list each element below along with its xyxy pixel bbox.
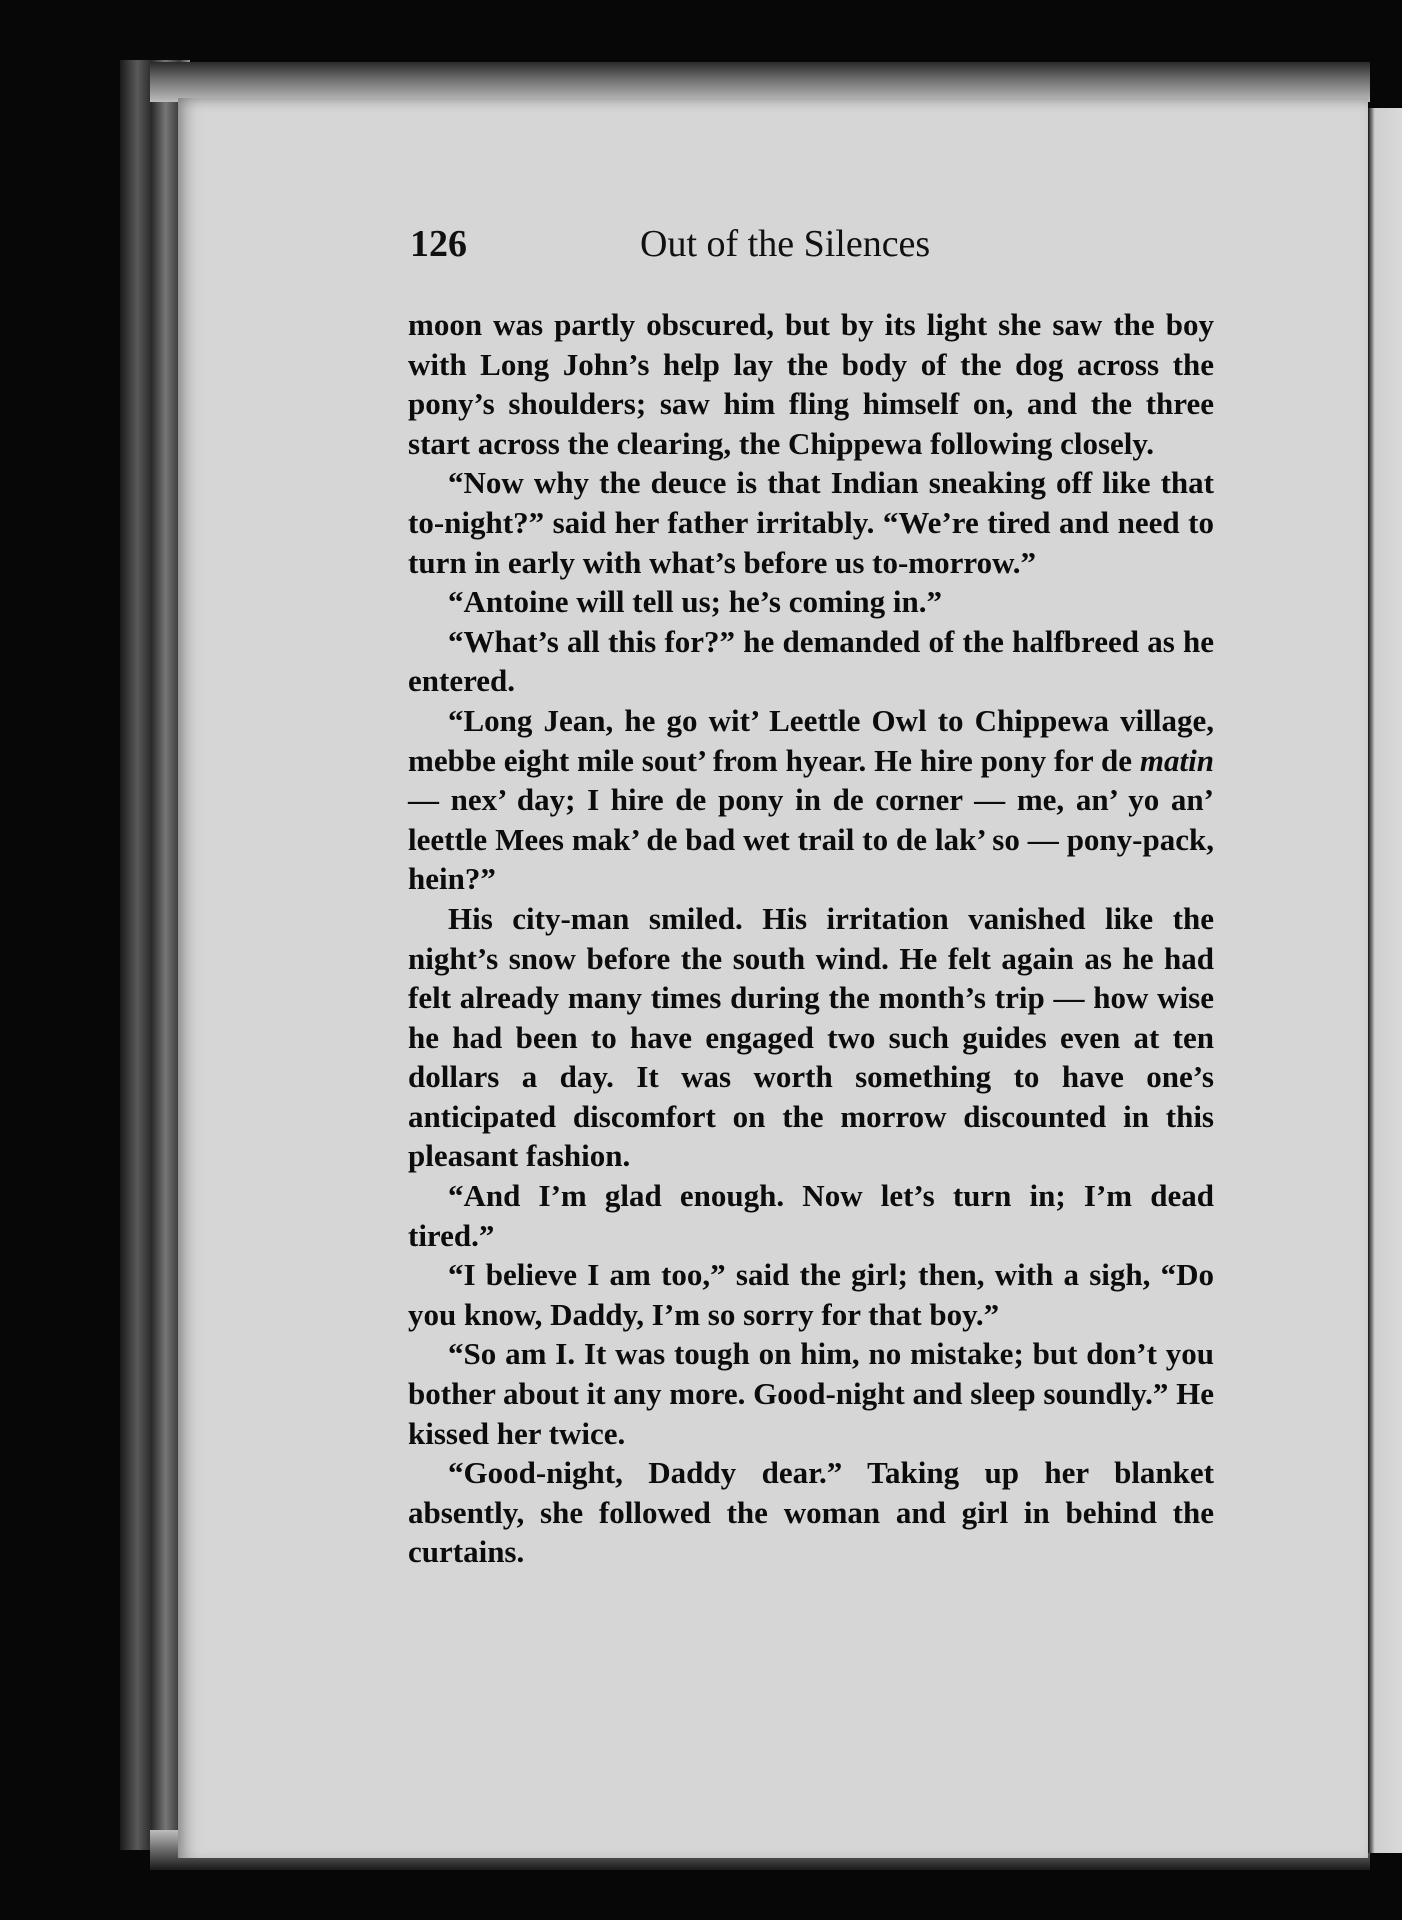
running-title: Out of the Silences: [640, 223, 931, 265]
paragraph: [408, 701, 1214, 899]
paragraph-text: “Long Jean, he go wit’ Leettle Owl to Chippewa village, mebbe eight mile sout’ from hyear. He hire pony for de: [408, 702, 1214, 778]
page-number: 126: [410, 223, 467, 265]
paragraph: “So am I. It was tough on him, no mistake; but don’t you bother about it any more. Good-night and sleep soundly.” He kissed her twice.: [408, 1336, 1214, 1451]
running-head: [410, 222, 990, 282]
paragraph: “I believe I am too,” said the girl; then, with a sigh, “Do you know, Daddy, I’m so sorry for that boy.”: [408, 1257, 1214, 1332]
italic-word: matin: [1139, 742, 1215, 778]
paragraph: moon was partly obscured, but by its light she saw the boy with Long John’s help lay the body of the dog across the pony’s shoulders; saw him fling himself on, and the three start across the clearing, the Chippewa following closely.: [408, 307, 1214, 461]
paragraph: “Antoine will tell us; he’s coming in.”: [448, 584, 943, 620]
paragraph: His city-man smiled. His irritation vanished like the night’s snow before the south wind. He felt again as he had felt already many times during the month’s trip — how wise he had been to have engaged two such guides even at ten dollars a day. It was worth something to have one’s anticipated discomfort on the morrow discounted in this pleasant fashion.: [408, 900, 1214, 1174]
facing-page-edge: [1368, 108, 1402, 1853]
paragraph: “And I’m glad enough. Now let’s turn in; I’m dead tired.”: [408, 1178, 1214, 1253]
paragraph-text: — nex’ day; I hire de pony in de corner — me, an’ yo an’ leettle Mees mak’ de bad wet trail to de lak’ so — pony-pack, hein?”: [408, 782, 1214, 897]
body-text: [408, 305, 1214, 1572]
paragraph: “Now why the deuce is that Indian sneaking off like that to-night?” said her father irritably. “We’re tired and need to turn in early with what’s before us to-morrow.”: [408, 465, 1214, 580]
book-top-edge: [150, 62, 1370, 102]
paragraph: “What’s all this for?” he demanded of the halfbreed as he entered.: [408, 623, 1214, 699]
paragraph: “Good-night, Daddy dear.” Taking up her blanket absently, she followed the woman and girl in behind the curtains.: [408, 1455, 1214, 1570]
